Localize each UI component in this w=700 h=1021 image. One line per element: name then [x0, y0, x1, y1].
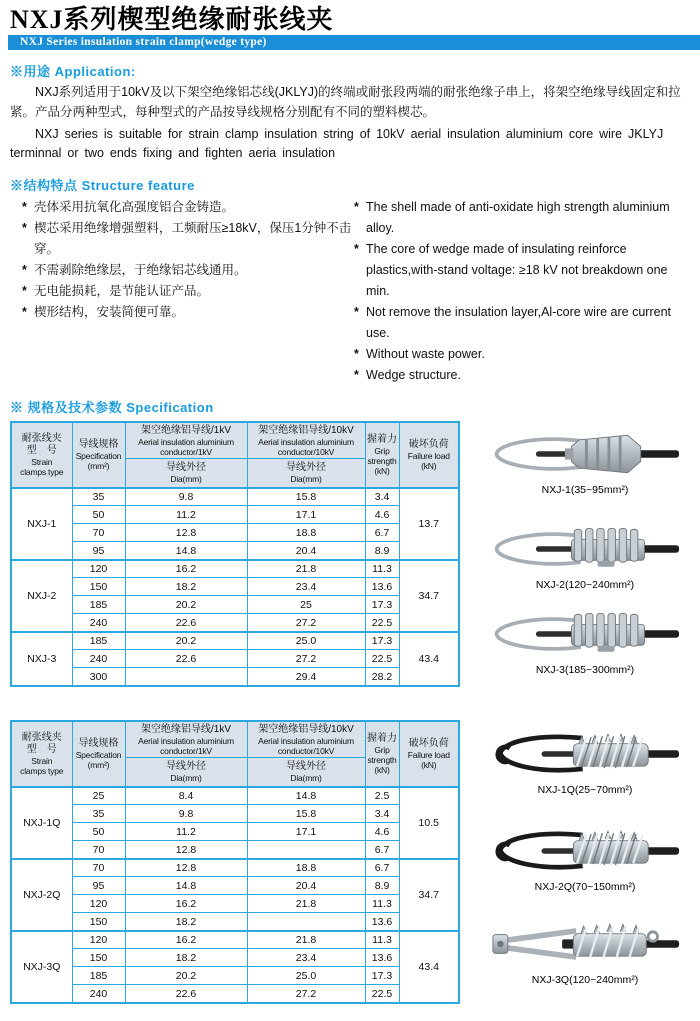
spec-table-nxj — [10, 421, 460, 687]
spec-table-head — [11, 721, 459, 787]
bullet-star: * — [22, 262, 27, 277]
feature-item — [354, 344, 692, 365]
header-line: Strain — [31, 755, 53, 766]
header-line: clamps type — [20, 765, 64, 776]
col-failure-load — [399, 422, 459, 488]
header-line: 握着力 — [367, 433, 397, 445]
spec-value-cell: 25 — [247, 596, 365, 614]
feature-text: 楔形结构，安装简便可靠。 — [34, 304, 185, 319]
feature-text: Wedge structure. — [366, 367, 461, 382]
spec-row — [11, 578, 459, 596]
header-line: (mm²) — [87, 460, 110, 471]
spec-heading: ※ 规格及技术参数 Specification — [10, 399, 214, 415]
header-line: Specification — [75, 450, 122, 461]
product-nxj-1q — [460, 725, 700, 796]
spec-value-cell: 22.5 — [365, 650, 399, 668]
col-conductor-1kv — [125, 721, 247, 758]
spec-value-cell: 22.6 — [125, 614, 247, 632]
features-section — [22, 197, 692, 386]
spec-value-cell: 6.7 — [365, 524, 399, 542]
spec-value-cell: 11.2 — [125, 506, 247, 524]
catalog-page — [0, 5, 700, 1000]
spec-value-cell: 23.4 — [247, 949, 365, 967]
header-line: conductor/1kV — [160, 745, 212, 756]
spec-value-cell: 185 — [72, 596, 125, 614]
spec-value-cell: 15.8 — [247, 488, 365, 506]
spec-value-cell: 35 — [72, 488, 125, 506]
spec-value-cell: 22.6 — [125, 650, 247, 668]
product-caption: NXJ-3(185~300mm²) — [535, 663, 635, 676]
product-nxj-2q — [460, 822, 700, 893]
spec-value-cell — [125, 668, 247, 686]
spec-value-cell: 20.4 — [247, 542, 365, 560]
header-line: Strain — [31, 456, 53, 467]
feature-text: Not remove the insulation layer,Al-core wire are current use. — [366, 304, 671, 340]
header-line: strength — [367, 754, 397, 765]
col-clamp-type — [11, 422, 72, 488]
spec-row — [11, 560, 459, 578]
spec-value-cell: 2.5 — [365, 787, 399, 805]
spec-table-body — [11, 488, 459, 686]
feature-text: 不需剥除绝缘层，于绝缘铝芯线通用。 — [34, 262, 247, 277]
bullet-star: * — [22, 199, 27, 214]
clamp-photo-nxj-2q-icon — [483, 822, 688, 880]
feature-item — [22, 281, 352, 302]
col-dia-10kv — [247, 459, 365, 488]
bullet-star: * — [354, 304, 359, 319]
spec-value-cell: 12.8 — [125, 841, 247, 859]
spec-value-cell: 240 — [72, 650, 125, 668]
spec-row — [11, 841, 459, 859]
header-line: conductor/10kV — [277, 446, 335, 457]
spec-row — [11, 895, 459, 913]
spec-table-nxj-q — [10, 720, 460, 1004]
spec-value-cell: 21.8 — [247, 895, 365, 913]
spec-value-cell: 22.6 — [125, 985, 247, 1003]
spec-value-cell: 17.1 — [247, 823, 365, 841]
spec-row — [11, 787, 459, 805]
header-line: Grip — [374, 445, 390, 456]
spec-value-cell: 70 — [72, 859, 125, 877]
spec-value-cell: 14.8 — [125, 877, 247, 895]
header-line: 握着力 — [367, 732, 397, 744]
clamp-type-cell: NXJ-2 — [11, 560, 72, 632]
product-nxj-2 — [460, 520, 700, 591]
spec-value-cell — [247, 913, 365, 931]
page-title: NXJ系列楔型绝缘耐张线夹 — [10, 5, 334, 34]
product-caption: NXJ-1(35~95mm²) — [541, 483, 629, 496]
header-line: 架空绝缘铝导线/1kV — [140, 723, 231, 735]
header-line: 破坏负荷 — [408, 737, 449, 749]
clamp-type-cell: NXJ-2Q — [11, 859, 72, 931]
col-dia-1kv — [125, 758, 247, 787]
spec-value-cell: 9.8 — [125, 805, 247, 823]
spec-value-cell: 12.8 — [125, 859, 247, 877]
feature-item — [354, 302, 692, 344]
feature-item — [22, 302, 352, 323]
feature-item — [354, 365, 692, 386]
feature-item — [22, 197, 352, 218]
spec-value-cell: 240 — [72, 614, 125, 632]
spec-value-cell: 17.3 — [365, 967, 399, 985]
clamp-type-cell: NXJ-3 — [11, 632, 72, 686]
spec-value-cell: 95 — [72, 542, 125, 560]
spec-value-cell: 20.2 — [125, 632, 247, 650]
spec-value-cell: 240 — [72, 985, 125, 1003]
application-heading: ※用途 Application: — [10, 64, 136, 80]
header-line: Failure load — [407, 450, 450, 461]
feature-text: 无电能损耗，是节能认证产品。 — [34, 283, 210, 298]
col-grip-strength — [365, 422, 399, 488]
spec-value-cell: 13.6 — [365, 949, 399, 967]
product-caption: NXJ-2Q(70~150mm²) — [534, 880, 636, 893]
header-line: Dia(mm) — [290, 474, 322, 485]
col-specification — [72, 721, 125, 787]
col-dia-1kv — [125, 459, 247, 488]
spec-row — [11, 967, 459, 985]
product-nxj-3 — [460, 605, 700, 676]
spec-value-cell: 25.0 — [247, 967, 365, 985]
spec-value-cell: 150 — [72, 578, 125, 596]
header-line: 架空绝缘铝导线/10kV — [258, 424, 354, 436]
failure-load-cell: 43.4 — [399, 931, 459, 1003]
col-conductor-10kv — [247, 721, 365, 758]
spec-row — [11, 949, 459, 967]
spec-value-cell: 120 — [72, 560, 125, 578]
spec-value-cell: 50 — [72, 823, 125, 841]
features-heading: ※结构特点 Structure feature — [10, 177, 195, 193]
spec-value-cell: 21.8 — [247, 931, 365, 949]
header-line: 导线规格 — [78, 737, 119, 749]
header-line: 破坏负荷 — [408, 438, 449, 450]
spec-value-cell: 22.5 — [365, 985, 399, 1003]
spec-value-cell: 16.2 — [125, 895, 247, 913]
spec-value-cell: 18.2 — [125, 578, 247, 596]
header-line: Grip — [374, 744, 390, 755]
col-dia-10kv — [247, 758, 365, 787]
spec-value-cell: 120 — [72, 931, 125, 949]
spec-value-cell: 185 — [72, 632, 125, 650]
spec-value-cell: 150 — [72, 913, 125, 931]
spec-value-cell: 20.4 — [247, 877, 365, 895]
spec-value-cell: 13.6 — [365, 913, 399, 931]
bullet-star: * — [22, 304, 27, 319]
spec-value-cell: 14.8 — [125, 542, 247, 560]
spec-value-cell: 17.3 — [365, 632, 399, 650]
spec-value-cell: 11.3 — [365, 931, 399, 949]
spec-value-cell: 29.4 — [247, 668, 365, 686]
feature-text: 楔芯采用绝缘增强塑料，工频耐压≥18kV，保压1分钟不击穿。 — [34, 220, 352, 256]
header-line: Dia(mm) — [290, 773, 322, 784]
spec-value-cell: 4.6 — [365, 823, 399, 841]
feature-item — [354, 239, 692, 302]
spec-value-cell: 35 — [72, 805, 125, 823]
bullet-star: * — [22, 220, 27, 235]
spec-value-cell: 12.8 — [125, 524, 247, 542]
failure-load-cell: 34.7 — [399, 859, 459, 931]
spec-row — [11, 542, 459, 560]
spec-table-head — [11, 422, 459, 488]
spec-value-cell: 18.2 — [125, 913, 247, 931]
header-line: Aerial insulation aluminium — [258, 436, 354, 447]
spec-value-cell: 25 — [72, 787, 125, 805]
feature-text: Without waste power. — [366, 346, 485, 361]
spec-value-cell: 300 — [72, 668, 125, 686]
spec-value-cell: 11.3 — [365, 895, 399, 913]
clamp-photo-nxj-3q-icon — [483, 915, 688, 973]
bullet-star: * — [354, 367, 359, 382]
features-list-en — [352, 197, 692, 386]
spec-value-cell: 13.6 — [365, 578, 399, 596]
specification-area — [10, 421, 690, 1021]
failure-load-cell: 10.5 — [399, 787, 459, 859]
spec-value-cell: 18.8 — [247, 859, 365, 877]
header-line: Specification — [75, 749, 122, 760]
header-line: (kN) — [374, 764, 390, 775]
spec-value-cell: 120 — [72, 895, 125, 913]
col-conductor-1kv — [125, 422, 247, 459]
spec-value-cell: 8.9 — [365, 877, 399, 895]
spec-value-cell: 15.8 — [247, 805, 365, 823]
spec-value-cell: 18.2 — [125, 949, 247, 967]
spec-value-cell: 185 — [72, 967, 125, 985]
clamp-type-cell: NXJ-3Q — [11, 931, 72, 1003]
spec-value-cell: 6.7 — [365, 841, 399, 859]
spec-row — [11, 596, 459, 614]
spec-row — [11, 614, 459, 632]
failure-load-cell: 13.7 — [399, 488, 459, 560]
spec-value-cell: 25.0 — [247, 632, 365, 650]
spec-value-cell: 3.4 — [365, 805, 399, 823]
clamp-photo-nxj-1q-icon — [483, 725, 688, 783]
application-paragraph-cn: NXJ系列适用于10kV及以下架空绝缘铝芯线(JKLYJ)的终端或耐张段两端的耐张绝缘子串上，将架空绝缘导线固定和拉紧。产品分两种型式，每种型式的产品按导线规格分别配有不同的塑料楔芯。 — [10, 85, 681, 119]
header-line: (kN) — [421, 460, 437, 471]
header-line: 导线外径 — [166, 761, 206, 773]
col-specification — [72, 422, 125, 488]
feature-item — [354, 197, 692, 239]
clamp-photo-nxj-1-icon — [483, 425, 688, 483]
spec-value-cell: 17.1 — [247, 506, 365, 524]
spec-value-cell: 4.6 — [365, 506, 399, 524]
col-conductor-10kv — [247, 422, 365, 459]
spec-value-cell: 20.2 — [125, 967, 247, 985]
clamp-photo-nxj-2-icon — [483, 520, 688, 578]
feature-item — [22, 260, 352, 281]
feature-text: The shell made of anti-oxidate high strength aluminium alloy. — [366, 199, 670, 235]
product-gallery — [460, 421, 700, 1021]
header-line: 型 号 — [26, 444, 57, 456]
header-line: 型 号 — [26, 743, 57, 755]
col-grip-strength — [365, 721, 399, 787]
header-line: 耐张线夹 — [21, 731, 62, 743]
spec-value-cell: 11.3 — [365, 560, 399, 578]
spec-row — [11, 931, 459, 949]
header-line: 耐张线夹 — [21, 432, 62, 444]
bullet-star: * — [354, 199, 359, 214]
header-line: 导线外径 — [286, 462, 326, 474]
spec-value-cell: 17.3 — [365, 596, 399, 614]
header-line: 架空绝缘铝导线/10kV — [258, 723, 354, 735]
col-failure-load — [399, 721, 459, 787]
header-line: Failure load — [407, 749, 450, 760]
failure-load-cell: 34.7 — [399, 560, 459, 632]
feature-text: The core of wedge made of insulating reinforce plastics,with-stand voltage: ≥18 kV not breakdown one min. — [366, 241, 668, 298]
spec-value-cell: 14.8 — [247, 787, 365, 805]
title-banner: NXJ Series insulation strain clamp(wedge type) — [8, 35, 700, 50]
spec-value-cell: 3.4 — [365, 488, 399, 506]
header-line: (kN) — [421, 759, 437, 770]
header-line: Dia(mm) — [170, 474, 202, 485]
col-clamp-type — [11, 721, 72, 787]
spec-row — [11, 913, 459, 931]
spec-value-cell: 70 — [72, 841, 125, 859]
header-line: 架空绝缘铝导线/1kV — [140, 424, 231, 436]
spec-value-cell: 50 — [72, 506, 125, 524]
header-line: conductor/10kV — [277, 745, 335, 756]
spec-row — [11, 650, 459, 668]
bullet-star: * — [354, 346, 359, 361]
header-line: Aerial insulation aluminium — [138, 436, 234, 447]
spec-value-cell: 22.5 — [365, 614, 399, 632]
clamp-type-cell: NXJ-1Q — [11, 787, 72, 859]
header-line: (kN) — [374, 465, 390, 476]
features-list-cn — [22, 197, 352, 386]
spec-value-cell: 23.4 — [247, 578, 365, 596]
spec-value-cell: 8.4 — [125, 787, 247, 805]
header-line: Aerial insulation aluminium — [138, 735, 234, 746]
spec-value-cell: 27.2 — [247, 985, 365, 1003]
spec-row — [11, 985, 459, 1003]
header-line: 导线外径 — [166, 462, 206, 474]
feature-text: 壳体采用抗氧化高强度铝合金铸造。 — [34, 199, 235, 214]
spec-value-cell: 70 — [72, 524, 125, 542]
spec-value-cell: 27.2 — [247, 650, 365, 668]
spec-value-cell — [247, 841, 365, 859]
spec-row — [11, 488, 459, 506]
spec-value-cell: 28.2 — [365, 668, 399, 686]
spec-row — [11, 524, 459, 542]
spec-value-cell: 20.2 — [125, 596, 247, 614]
spec-value-cell: 16.2 — [125, 931, 247, 949]
spec-row — [11, 506, 459, 524]
spec-value-cell: 9.8 — [125, 488, 247, 506]
spec-value-cell: 6.7 — [365, 859, 399, 877]
spec-value-cell: 27.2 — [247, 614, 365, 632]
spec-row — [11, 877, 459, 895]
bullet-star: * — [22, 283, 27, 298]
application-paragraph-en: NXJ series is suitable for strain clamp insulation string of 10kV aerial insulation aluminium core wire JKLYJ terminnal or two ends fixing and fighten aeria insulation — [10, 127, 664, 161]
header-line: Aerial insulation aluminium — [258, 735, 354, 746]
clamp-type-cell: NXJ-1 — [11, 488, 72, 560]
header-line: strength — [367, 455, 397, 466]
spec-row — [11, 859, 459, 877]
product-caption: NXJ-3Q(120~240mm²) — [531, 973, 639, 986]
header-line: 导线外径 — [286, 761, 326, 773]
spec-value-cell: 16.2 — [125, 560, 247, 578]
header-line: (mm²) — [87, 759, 110, 770]
product-nxj-3q — [460, 915, 700, 986]
clamp-photo-nxj-3-icon — [483, 605, 688, 663]
header-line: 导线规格 — [78, 438, 119, 450]
spec-row — [11, 632, 459, 650]
spec-row — [11, 823, 459, 841]
spec-row — [11, 668, 459, 686]
product-nxj-1 — [460, 425, 700, 496]
product-caption: NXJ-2(120~240mm²) — [535, 578, 635, 591]
failure-load-cell: 43.4 — [399, 632, 459, 686]
bullet-star: * — [354, 241, 359, 256]
header-line: clamps type — [20, 466, 64, 477]
spec-value-cell: 21.8 — [247, 560, 365, 578]
feature-item — [22, 218, 352, 260]
spec-value-cell: 11.2 — [125, 823, 247, 841]
product-caption: NXJ-1Q(25~70mm²) — [537, 783, 633, 796]
header-line: Dia(mm) — [170, 773, 202, 784]
spec-row — [11, 805, 459, 823]
spec-value-cell: 18.8 — [247, 524, 365, 542]
spec-value-cell: 8.9 — [365, 542, 399, 560]
spec-table-body — [11, 787, 459, 1003]
spec-value-cell: 95 — [72, 877, 125, 895]
spec-value-cell: 150 — [72, 949, 125, 967]
header-line: conductor/1kV — [160, 446, 212, 457]
